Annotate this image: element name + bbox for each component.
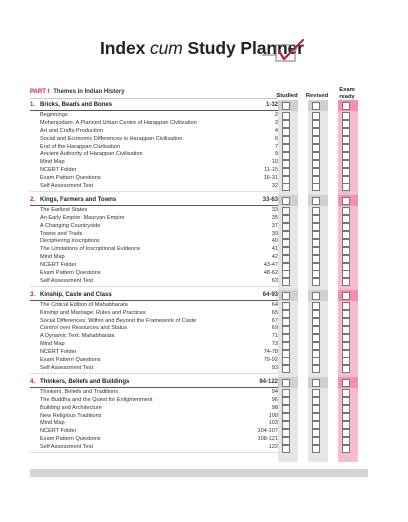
studied-checkbox[interactable] bbox=[282, 231, 290, 239]
studied-checkbox[interactable] bbox=[282, 445, 290, 453]
studied-checkbox[interactable] bbox=[282, 413, 290, 421]
list-item bbox=[40, 231, 278, 239]
revised-checkbox[interactable] bbox=[312, 413, 320, 421]
list-item bbox=[40, 389, 278, 397]
list-item bbox=[40, 270, 278, 278]
revised-checkbox[interactable] bbox=[312, 239, 320, 247]
studied-checkbox[interactable] bbox=[282, 310, 290, 318]
revised-checkbox[interactable] bbox=[312, 405, 320, 413]
revised-checkbox[interactable] bbox=[312, 278, 320, 286]
studied-checkbox[interactable] bbox=[282, 302, 290, 310]
topic-page: 35 bbox=[271, 214, 278, 221]
chapter-heading bbox=[30, 195, 278, 206]
column-studied-header: Studied bbox=[276, 93, 298, 99]
topic-label: An Early Empire: Mauryan Empire bbox=[40, 214, 125, 221]
revised-checkbox[interactable] bbox=[312, 207, 320, 215]
exam-ready-checkbox[interactable] bbox=[342, 421, 350, 429]
topic-label: The Critical Edition of Mahabharata bbox=[40, 301, 128, 308]
studied-checkbox[interactable] bbox=[282, 136, 290, 144]
revised-checkbox[interactable] bbox=[312, 310, 320, 318]
revised-checkbox[interactable] bbox=[312, 255, 320, 263]
studied-checkbox[interactable] bbox=[282, 405, 290, 413]
chapter-number: 4. bbox=[30, 378, 36, 385]
list-item bbox=[40, 365, 278, 373]
revised-checkbox[interactable] bbox=[312, 334, 320, 342]
revised-checkbox[interactable] bbox=[312, 429, 320, 437]
exam-ready-checkbox[interactable] bbox=[342, 176, 350, 184]
exam-ready-checkbox[interactable] bbox=[342, 302, 350, 310]
list-item bbox=[40, 183, 278, 191]
exam-ready-checkbox[interactable] bbox=[342, 255, 350, 263]
exam-ready-checkbox[interactable] bbox=[342, 292, 350, 300]
studied-checkbox[interactable] bbox=[282, 421, 290, 429]
exam-ready-checkbox[interactable] bbox=[342, 144, 350, 152]
studied-checkbox[interactable] bbox=[282, 342, 290, 350]
studied-checkbox[interactable] bbox=[282, 183, 290, 191]
chapter-number: 3. bbox=[30, 291, 36, 298]
exam-ready-checkbox[interactable] bbox=[342, 310, 350, 318]
topic-label: Mind Map bbox=[40, 254, 65, 261]
studied-checkbox[interactable] bbox=[282, 112, 290, 120]
revised-checkbox[interactable] bbox=[312, 197, 320, 205]
exam-ready-checkbox[interactable] bbox=[342, 136, 350, 144]
list-item bbox=[40, 254, 278, 262]
topic-page: 104-107 bbox=[257, 428, 278, 435]
topic-page: 96 bbox=[271, 396, 278, 403]
exam-header-line2: ready bbox=[339, 93, 355, 100]
studied-checkbox[interactable] bbox=[282, 120, 290, 128]
studied-checkbox[interactable] bbox=[282, 207, 290, 215]
list-item bbox=[40, 207, 278, 215]
exam-ready-checkbox[interactable] bbox=[342, 160, 350, 168]
topic-page: 73 bbox=[271, 341, 278, 348]
exam-ready-checkbox[interactable] bbox=[342, 437, 350, 445]
exam-ready-checkbox[interactable] bbox=[342, 120, 350, 128]
list-item bbox=[40, 262, 278, 270]
revised-checkbox[interactable] bbox=[312, 128, 320, 136]
revised-checkbox[interactable] bbox=[312, 397, 320, 405]
studied-checkbox[interactable] bbox=[282, 160, 290, 168]
studied-checkbox[interactable] bbox=[282, 152, 290, 160]
exam-ready-checkbox[interactable] bbox=[342, 207, 350, 215]
topic-label: A Dynamic Text: Mahabharata bbox=[40, 333, 115, 340]
topic-label: Exam Pattern Questions bbox=[40, 270, 101, 277]
revised-checkbox[interactable] bbox=[312, 102, 320, 110]
revised-checkbox[interactable] bbox=[312, 231, 320, 239]
list-item bbox=[40, 357, 278, 365]
chapter-section bbox=[30, 195, 278, 287]
chapter-heading bbox=[30, 100, 278, 111]
exam-ready-checkbox[interactable] bbox=[342, 397, 350, 405]
list-item bbox=[40, 151, 278, 159]
exam-ready-checkbox[interactable] bbox=[342, 128, 350, 136]
topic-label: Building and Architecture bbox=[40, 404, 102, 411]
topic-label: Self Assessment Test bbox=[40, 277, 94, 284]
topic-label: NCERT Folder bbox=[40, 349, 77, 356]
revised-checkbox[interactable] bbox=[312, 445, 320, 453]
studied-checkbox[interactable] bbox=[282, 397, 290, 405]
topic-label: The Earliest States bbox=[40, 206, 88, 213]
studied-checkbox[interactable] bbox=[282, 278, 290, 286]
title-suffix: Study Planner bbox=[182, 38, 304, 58]
studied-checkbox[interactable] bbox=[282, 334, 290, 342]
revised-checkbox[interactable] bbox=[312, 176, 320, 184]
chapter-section bbox=[30, 290, 278, 374]
topic-label: Deciphering Inscriptions bbox=[40, 238, 100, 245]
list-item bbox=[40, 238, 278, 246]
footer-bar bbox=[30, 469, 368, 477]
topic-label: Thinkers, Beliefs and Traditions bbox=[40, 388, 119, 395]
part-header bbox=[30, 87, 278, 99]
topic-label: NCERT Folder bbox=[40, 428, 77, 435]
list-item bbox=[40, 428, 278, 436]
studied-checkbox[interactable] bbox=[282, 247, 290, 255]
list-item bbox=[40, 175, 278, 183]
topic-page: 64 bbox=[271, 301, 278, 308]
topic-label: Self Assessment Test bbox=[40, 364, 94, 371]
topic-label: Exam Pattern Questions bbox=[40, 436, 101, 443]
list-item bbox=[40, 310, 278, 318]
exam-header-line1: Exam bbox=[339, 87, 355, 93]
checkmark-box-icon bbox=[262, 38, 306, 64]
topic-page: 9 bbox=[274, 151, 278, 158]
exam-ready-checkbox[interactable] bbox=[342, 263, 350, 271]
exam-ready-checkbox[interactable] bbox=[342, 318, 350, 326]
studied-checkbox[interactable] bbox=[282, 437, 290, 445]
topic-page: 37 bbox=[271, 222, 278, 229]
chapter-title: Kings, Farmers and Towns bbox=[40, 196, 117, 203]
topic-label: New Religious Traditions bbox=[40, 412, 102, 419]
list-item bbox=[40, 325, 278, 333]
topic-label: Art and Crafts Production bbox=[40, 127, 103, 134]
exam-ready-checkbox[interactable] bbox=[342, 239, 350, 247]
exam-ready-checkbox[interactable] bbox=[342, 326, 350, 334]
exam-ready-checkbox[interactable] bbox=[342, 183, 350, 191]
studied-checkbox[interactable] bbox=[282, 379, 290, 387]
topic-page: 93 bbox=[271, 364, 278, 371]
studied-checkbox[interactable] bbox=[282, 357, 290, 365]
studied-checkbox[interactable] bbox=[282, 215, 290, 223]
studied-checkbox[interactable] bbox=[282, 326, 290, 334]
title-prefix: Index bbox=[100, 38, 150, 58]
topic-page: 41 bbox=[271, 246, 278, 253]
title-italic: cum bbox=[149, 38, 183, 58]
revised-checkbox[interactable] bbox=[312, 342, 320, 350]
index-list bbox=[30, 87, 278, 456]
revised-checkbox[interactable] bbox=[312, 379, 320, 387]
chapter-number: 1. bbox=[30, 102, 36, 108]
studied-checkbox[interactable] bbox=[282, 176, 290, 184]
topic-label: Social Differences: Within and Beyond the Framework of Caste bbox=[40, 317, 197, 324]
exam-ready-checkbox[interactable] bbox=[342, 215, 350, 223]
chapter-pages: 33-63 bbox=[262, 196, 278, 203]
chapter-number: 2. bbox=[30, 196, 36, 203]
topic-page: 6 bbox=[274, 135, 278, 142]
exam-ready-checkbox[interactable] bbox=[342, 102, 350, 110]
chapter-list bbox=[30, 100, 278, 453]
chapter-pages: 94-122 bbox=[259, 378, 278, 385]
exam-ready-checkbox[interactable] bbox=[342, 197, 350, 205]
chapter-heading bbox=[30, 377, 278, 388]
studied-checkbox[interactable] bbox=[282, 318, 290, 326]
exam-ready-checkbox[interactable] bbox=[342, 231, 350, 239]
exam-ready-checkbox[interactable] bbox=[342, 365, 350, 373]
topic-label: Mind Map bbox=[40, 159, 65, 166]
studied-checkbox[interactable] bbox=[282, 255, 290, 263]
topic-page: 48-62 bbox=[263, 270, 278, 277]
topic-page: 63 bbox=[271, 277, 278, 284]
topic-label: A Changing Countryside bbox=[40, 222, 101, 229]
topic-page: 69 bbox=[271, 325, 278, 332]
chapter-title: Bricks, Beads and Bones bbox=[40, 102, 113, 108]
studied-checkbox[interactable] bbox=[282, 223, 290, 231]
list-item bbox=[40, 246, 278, 254]
revised-checkbox[interactable] bbox=[312, 247, 320, 255]
studied-checkbox[interactable] bbox=[282, 389, 290, 397]
exam-ready-checkbox[interactable] bbox=[342, 223, 350, 231]
exam-ready-checkbox[interactable] bbox=[342, 168, 350, 176]
revised-checkbox[interactable] bbox=[312, 144, 320, 152]
part-label: PART I bbox=[30, 89, 50, 95]
topic-page: 74-78 bbox=[263, 349, 278, 356]
list-item bbox=[40, 112, 278, 120]
topic-page: 39 bbox=[271, 230, 278, 237]
list-item bbox=[40, 318, 278, 326]
topic-page: 122 bbox=[268, 444, 278, 451]
revised-checkbox[interactable] bbox=[312, 437, 320, 445]
topic-page: 42 bbox=[271, 254, 278, 261]
revised-checkbox[interactable] bbox=[312, 389, 320, 397]
topic-page: 98 bbox=[271, 404, 278, 411]
topic-page: 100 bbox=[268, 412, 278, 419]
revised-checkbox[interactable] bbox=[312, 112, 320, 120]
topic-label: Beginnings bbox=[40, 112, 68, 118]
topic-page: 67 bbox=[271, 317, 278, 324]
studied-checkbox[interactable] bbox=[282, 197, 290, 205]
topic-label: Self Assessment Test bbox=[40, 183, 94, 190]
exam-ready-checkbox[interactable] bbox=[342, 350, 350, 358]
revised-checkbox[interactable] bbox=[312, 183, 320, 191]
list-item bbox=[40, 159, 278, 167]
exam-ready-checkbox[interactable] bbox=[342, 389, 350, 397]
topic-label: Self Assessment Test bbox=[40, 444, 94, 451]
list-item bbox=[40, 420, 278, 428]
topic-page: 40 bbox=[271, 238, 278, 245]
list-item bbox=[40, 349, 278, 357]
list-item bbox=[40, 302, 278, 310]
list-item bbox=[40, 436, 278, 444]
list-item bbox=[40, 444, 278, 452]
revised-checkbox[interactable] bbox=[312, 168, 320, 176]
chapter-title-wrap bbox=[30, 290, 112, 300]
topic-label: Mind Map bbox=[40, 420, 65, 427]
topic-page: 16-31 bbox=[263, 175, 278, 182]
revised-checkbox[interactable] bbox=[312, 263, 320, 271]
revised-checkbox[interactable] bbox=[312, 365, 320, 373]
exam-ready-checkbox[interactable] bbox=[342, 413, 350, 421]
studied-checkbox[interactable] bbox=[282, 144, 290, 152]
topic-label: NCERT Folder bbox=[40, 262, 77, 269]
list-item bbox=[40, 120, 278, 128]
exam-ready-checkbox[interactable] bbox=[342, 429, 350, 437]
topic-label: Mind Map bbox=[40, 341, 65, 348]
studied-checkbox[interactable] bbox=[282, 128, 290, 136]
revised-checkbox[interactable] bbox=[312, 136, 320, 144]
topic-label: The Buddha and the Quest for Enlightenment bbox=[40, 396, 153, 403]
topic-page: 79-92 bbox=[263, 357, 278, 364]
topic-label: Exam Pattern Questions bbox=[40, 175, 101, 182]
chapter-pages: 64-93 bbox=[262, 291, 278, 298]
exam-ready-checkbox[interactable] bbox=[342, 342, 350, 350]
exam-ready-checkbox[interactable] bbox=[342, 152, 350, 160]
studied-checkbox[interactable] bbox=[282, 292, 290, 300]
topic-page: 3 bbox=[274, 119, 278, 126]
topic-label: Control over Resources and Status bbox=[40, 325, 128, 332]
revised-checkbox[interactable] bbox=[312, 357, 320, 365]
revised-checkbox[interactable] bbox=[312, 270, 320, 278]
list-item bbox=[40, 341, 278, 349]
topic-page: 65 bbox=[271, 309, 278, 316]
topic-page: 94 bbox=[271, 388, 278, 395]
list-item bbox=[40, 223, 278, 231]
revised-checkbox[interactable] bbox=[312, 120, 320, 128]
exam-ready-checkbox[interactable] bbox=[342, 247, 350, 255]
studied-checkbox[interactable] bbox=[282, 168, 290, 176]
chapter-title: Thinkers, Beliefs and Buildings bbox=[40, 378, 130, 385]
topic-label: The Limitations of Inscriptional Evidence bbox=[40, 246, 141, 253]
list-item bbox=[40, 333, 278, 341]
exam-ready-checkbox[interactable] bbox=[342, 270, 350, 278]
studied-checkbox[interactable] bbox=[282, 350, 290, 358]
column-exam-ready-header bbox=[334, 87, 360, 100]
chapter-section bbox=[30, 100, 278, 192]
chapter-pages: 1-32 bbox=[265, 102, 278, 108]
revised-checkbox[interactable] bbox=[312, 215, 320, 223]
part-title: Themes in Indian History bbox=[53, 89, 125, 95]
exam-ready-checkbox[interactable] bbox=[342, 357, 350, 365]
list-item bbox=[40, 405, 278, 413]
exam-ready-checkbox[interactable] bbox=[342, 405, 350, 413]
chapter-heading bbox=[30, 290, 278, 301]
topic-label: Ancient Authority of Harappan Civilisation bbox=[40, 151, 143, 158]
revised-checkbox[interactable] bbox=[312, 421, 320, 429]
revised-checkbox[interactable] bbox=[312, 292, 320, 300]
chapter-title: Kinship, Caste and Class bbox=[40, 291, 112, 298]
studied-checkbox[interactable] bbox=[282, 365, 290, 373]
topic-label: End of the Harappan Civilisation bbox=[40, 143, 120, 150]
list-item bbox=[40, 215, 278, 223]
topic-label: Mohenjodaro: A Planned Urban Centre of Harappan Civilisation bbox=[40, 119, 197, 126]
topic-page: 10 bbox=[271, 159, 278, 166]
topic-page: 108-121 bbox=[257, 436, 278, 443]
exam-ready-checkbox[interactable] bbox=[342, 278, 350, 286]
topic-label: Towns and Trade bbox=[40, 230, 83, 237]
chapter-title-wrap bbox=[30, 100, 112, 110]
topic-page: 71 bbox=[271, 333, 278, 340]
chapter-title-wrap bbox=[30, 195, 116, 205]
revised-checkbox[interactable] bbox=[312, 152, 320, 160]
chapter-title-wrap bbox=[30, 377, 129, 387]
studied-checkbox[interactable] bbox=[282, 429, 290, 437]
revised-checkbox[interactable] bbox=[312, 160, 320, 168]
revised-checkbox[interactable] bbox=[312, 350, 320, 358]
list-item bbox=[40, 278, 278, 286]
revised-checkbox[interactable] bbox=[312, 326, 320, 334]
studied-checkbox[interactable] bbox=[282, 102, 290, 110]
topic-page: 33 bbox=[271, 206, 278, 213]
list-item bbox=[40, 144, 278, 152]
topic-page: 32 bbox=[271, 183, 278, 190]
exam-ready-checkbox[interactable] bbox=[342, 445, 350, 453]
studied-checkbox[interactable] bbox=[282, 270, 290, 278]
topic-label: Exam Pattern Questions bbox=[40, 357, 101, 364]
topic-label: Social and Economic Differences in Harappan Civilisation bbox=[40, 135, 183, 142]
topic-page: 103 bbox=[268, 420, 278, 427]
revised-checkbox[interactable] bbox=[312, 223, 320, 231]
topic-page: 2 bbox=[274, 112, 278, 118]
list-item bbox=[40, 167, 278, 175]
list-item bbox=[40, 128, 278, 136]
exam-ready-checkbox[interactable] bbox=[342, 334, 350, 342]
column-revised-header: Revised bbox=[305, 93, 329, 99]
topic-label: Kinship and Marriage: Rules and Practices bbox=[40, 309, 146, 316]
studied-checkbox[interactable] bbox=[282, 239, 290, 247]
topic-page: 11-15 bbox=[264, 167, 278, 174]
exam-ready-checkbox[interactable] bbox=[342, 379, 350, 387]
exam-ready-checkbox[interactable] bbox=[342, 112, 350, 120]
chapter-section bbox=[30, 377, 278, 453]
list-item bbox=[40, 413, 278, 421]
revised-checkbox[interactable] bbox=[312, 302, 320, 310]
topic-label: NCERT Folder bbox=[40, 167, 77, 174]
studied-checkbox[interactable] bbox=[282, 263, 290, 271]
list-item bbox=[40, 136, 278, 144]
revised-checkbox[interactable] bbox=[312, 318, 320, 326]
topic-page: 7 bbox=[274, 143, 278, 150]
topic-page: 4 bbox=[274, 127, 278, 134]
topic-page: 43-47 bbox=[263, 262, 278, 269]
list-item bbox=[40, 397, 278, 405]
